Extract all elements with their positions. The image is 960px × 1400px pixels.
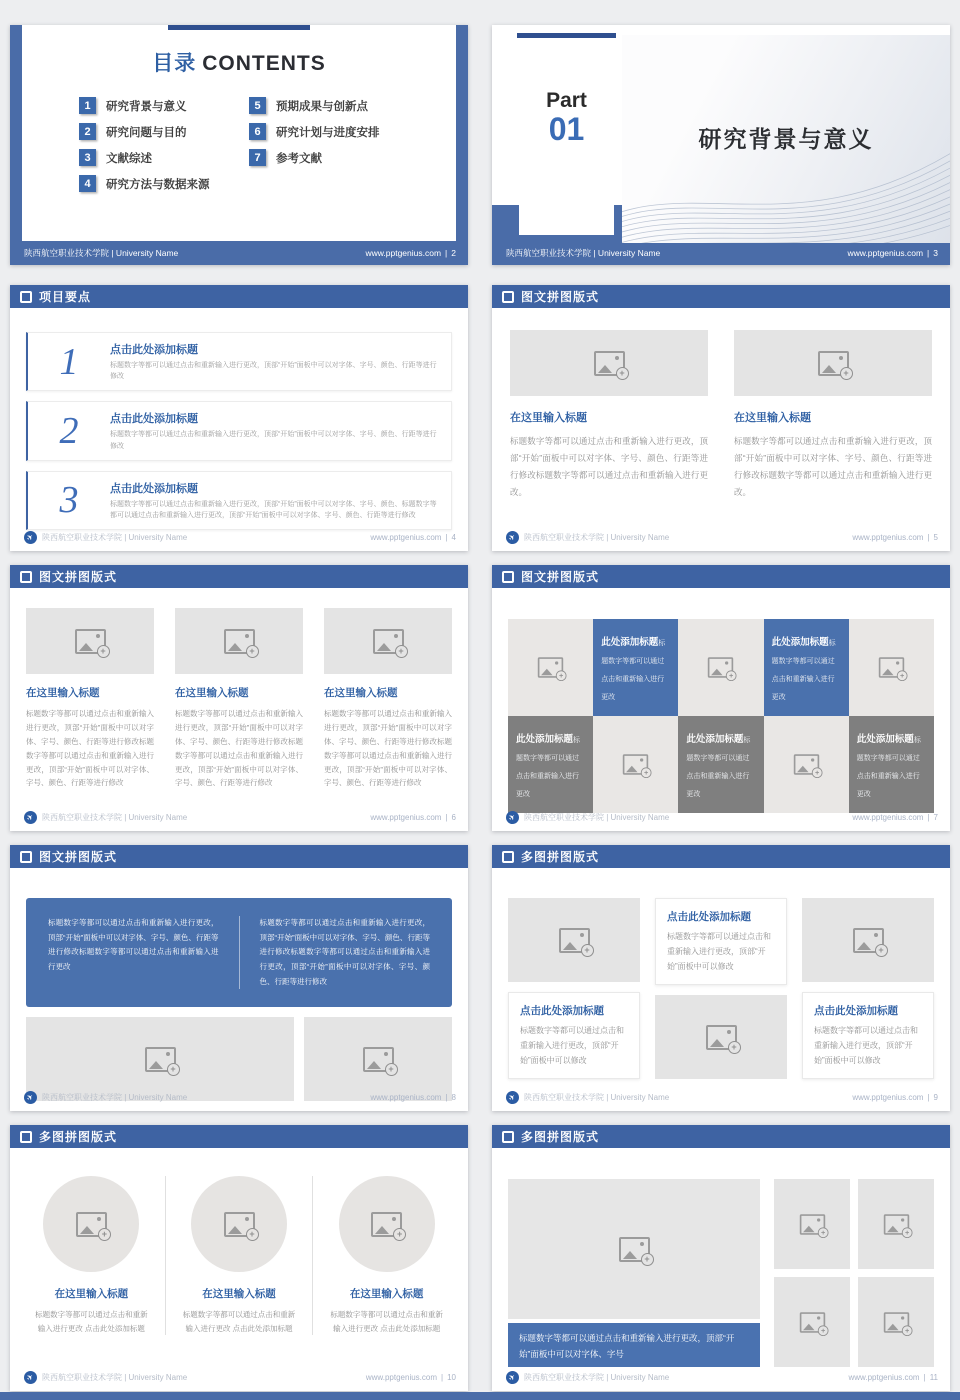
footer-org: 陕西航空职业技术学院 | University Name (524, 533, 670, 542)
slide-banner-images[interactable] (10, 845, 468, 1111)
slide-image-grid[interactable] (492, 1125, 950, 1391)
toc-item-7[interactable] (249, 149, 419, 166)
text-card[interactable] (802, 992, 934, 1079)
plus-icon: + (641, 767, 652, 778)
cell-body: 标题数字等都可以通过点击和重新输入进行更改 (771, 640, 836, 701)
column-body: 标题数字等都可以通过点击和重新输入进行更改 点击此处添加标题 (182, 1310, 296, 1333)
image-add-icon (818, 351, 849, 376)
square-bullet-icon (20, 291, 32, 303)
image-placeholder-large[interactable] (508, 1179, 760, 1319)
three-column-layout (492, 868, 950, 1079)
three-column-layout (10, 1148, 468, 1335)
image-placeholder[interactable] (175, 608, 303, 674)
plus-icon: + (897, 670, 908, 681)
footer-page-number: 7 (933, 813, 938, 822)
plus-icon: + (97, 645, 110, 658)
footer-site: www.pptgenius.com (370, 1093, 442, 1102)
item-body: 标题数字等都可以通过点击和重新输入进行更改，顶部“开始”面板中可以对字体、字号、颜色、行距等进行修改 (110, 362, 437, 381)
column-title: 在这里输入标题 (510, 412, 587, 424)
grid-layout (508, 1179, 934, 1367)
toc-item-label: 研究背景与意义 (106, 100, 187, 113)
slide-header (10, 845, 468, 868)
plus-icon: + (556, 670, 567, 681)
footer-divider: | (445, 533, 448, 542)
column-1 (508, 898, 640, 1079)
cell-title: 此处添加标题 (686, 734, 744, 745)
cell-title: 此处添加标题 (601, 637, 659, 648)
footer-site: www.pptgenius.com (365, 248, 442, 258)
slide-header (492, 845, 950, 868)
cell-title: 此处添加标题 (516, 734, 574, 745)
image-placeholder[interactable] (764, 716, 849, 813)
image-add-icon (799, 1312, 824, 1333)
banner-divider (239, 916, 240, 989)
footer-page-number: 10 (447, 1373, 456, 1382)
toc-columns (22, 97, 456, 192)
image-placeholder[interactable] (774, 1277, 850, 1367)
slide-two-images[interactable] (492, 285, 950, 551)
footer-site: www.pptgenius.com (370, 533, 442, 542)
image-add-icon (883, 1312, 908, 1333)
cell-body: 标题数字等都可以通过点击和重新输入进行更改 (601, 640, 666, 701)
text-card[interactable] (508, 992, 640, 1079)
image-placeholder[interactable] (304, 1017, 452, 1101)
part-label: Part (546, 89, 587, 113)
footer-site: www.pptgenius.com (365, 1373, 438, 1382)
footer-site: www.pptgenius.com (848, 1373, 920, 1382)
footer-divider: | (445, 248, 448, 258)
column-3 (802, 898, 934, 1079)
plus-icon: + (726, 670, 737, 681)
column-2 (734, 330, 932, 501)
footer-divider: | (927, 1093, 930, 1102)
three-column-layout (10, 588, 468, 790)
footer-org: 陕西航空职业技术学院 | University Name (506, 248, 661, 258)
slide-footer (506, 1371, 938, 1384)
toc-column-right (249, 97, 419, 192)
footer-org: 陕西航空职业技术学院 | University Name (524, 813, 670, 822)
plus-icon: + (167, 1063, 180, 1076)
column-1 (510, 330, 708, 501)
footer-divider: | (927, 533, 930, 542)
cell-body: 标题数字等都可以通过点击和重新输入进行更改 (686, 737, 751, 798)
image-add-icon (853, 928, 884, 953)
slide-footer (24, 1371, 456, 1384)
toc-item-label: 研究方法与数据来源 (106, 178, 210, 191)
column-body: 标题数字等都可以通过点击和重新输入进行更改 点击此处添加标题 (35, 1310, 148, 1333)
plus-icon: + (901, 1227, 912, 1238)
column-2 (175, 608, 303, 790)
image-placeholder[interactable] (802, 898, 934, 982)
two-column-layout (492, 308, 950, 501)
square-bullet-icon (502, 851, 514, 863)
image-placeholder[interactable] (324, 608, 452, 674)
paper-plane-icon: ✈ (24, 1091, 36, 1103)
image-placeholder[interactable] (593, 716, 678, 813)
footer-page-number: 3 (933, 248, 938, 258)
slide-header-title: 图文拼图版式 (521, 570, 600, 584)
card-title: 点击此处添加标题 (814, 1005, 898, 1017)
image-placeholder[interactable] (26, 1017, 294, 1101)
slide-header (10, 1125, 468, 1148)
slide-footer (24, 1091, 456, 1104)
slide-toc[interactable] (10, 25, 468, 265)
slide-header (492, 1125, 950, 1148)
column-3 (324, 608, 452, 790)
toc-item-3[interactable] (79, 149, 249, 166)
image-add-icon (799, 1214, 824, 1235)
column-1 (26, 608, 154, 790)
cover-image-area (622, 35, 950, 243)
column-title: 在这里输入标题 (202, 1288, 276, 1300)
slide-header (10, 565, 468, 588)
university-logo (24, 1371, 37, 1384)
plus-icon: + (728, 1041, 741, 1054)
slide-mosaic-grid[interactable] (492, 565, 950, 831)
wave-decoration (622, 99, 950, 243)
column-body: 标题数字等都可以通过点击和重新输入进行更改，顶部“开始”面板中可以对字体、字号、颜色、行距等进行修改标题数字等都可以通过点击和重新输入进行更改。 (510, 436, 708, 497)
small-image-grid (774, 1179, 934, 1367)
mosaic-grid (508, 619, 934, 813)
footer-site: www.pptgenius.com (852, 533, 924, 542)
column-body: 标题数字等都可以通过点击和重新输入进行更改，顶部“开始”面板中可以对字体、字号、颜色、行距等进行修改标题数字等都可以通过点击和重新输入进行更改，顶部“开始”面板中可以对字体、字号、颜色、行距等进行修改 (324, 709, 452, 788)
image-add-icon (883, 1214, 908, 1235)
item-title: 点击此处添加标题 (110, 482, 198, 495)
item-number: 1 (59, 340, 79, 383)
plus-icon: + (98, 1228, 111, 1241)
toc-item-number: 3 (79, 149, 96, 166)
mosaic-text-cell[interactable] (764, 619, 849, 716)
column-body: 标题数字等都可以通过点击和重新输入进行更改，顶部“开始”面板中可以对字体、字号、颜色、行距等进行修改标题数字等都可以通过点击和重新输入进行更改。 (734, 436, 932, 497)
toc-item-label: 文献综述 (106, 152, 152, 165)
column-title: 在这里输入标题 (175, 687, 249, 699)
image-placeholder[interactable] (339, 1176, 435, 1272)
footer-divider: | (927, 813, 930, 822)
toc-item-2[interactable] (79, 123, 249, 140)
footer-page-number: 5 (933, 533, 938, 542)
mosaic-text-cell[interactable] (678, 716, 763, 813)
university-logo (24, 531, 37, 544)
image-add-icon (708, 657, 733, 678)
university-logo (506, 1371, 519, 1384)
paper-plane-icon: ✈ (24, 531, 36, 543)
paper-plane-icon: ✈ (506, 811, 518, 823)
caption-bar: 标题数字等都可以通过点击和重新输入进行更改，顶部“开始”面板中可以对字体、字号 (508, 1323, 760, 1367)
image-placeholder[interactable] (678, 619, 763, 716)
footer-divider: | (923, 1373, 926, 1382)
cell-body: 标题数字等都可以通过点击和重新输入进行更改 (516, 737, 581, 798)
footer-site: www.pptgenius.com (370, 813, 442, 822)
banner-text-right: 标题数字等都可以通过点击和重新输入进行更改，顶部“开始”面板中可以对字体、字号、颜色、行距等进行修改标题数字等都可以通过点击和重新输入进行更改，顶部“开始”面板中可以对字体、字号、颜色、行距等进行修改 (259, 918, 430, 986)
footer-divider: | (927, 248, 930, 258)
image-placeholder[interactable] (43, 1176, 139, 1272)
image-add-icon (594, 351, 625, 376)
slide-header-title: 图文拼图版式 (521, 290, 600, 304)
image-add-icon (706, 1025, 737, 1050)
image-add-icon (76, 1212, 107, 1237)
image-add-icon (373, 629, 404, 654)
plus-icon: + (246, 645, 259, 658)
square-bullet-icon (20, 1131, 32, 1143)
image-placeholder[interactable] (734, 330, 932, 396)
paper-plane-icon: ✈ (24, 1371, 36, 1383)
image-add-icon (793, 754, 818, 775)
toc-item-number: 1 (79, 97, 96, 114)
footer-site: www.pptgenius.com (852, 1093, 924, 1102)
item-number: 3 (59, 479, 79, 522)
image-placeholder[interactable] (508, 619, 593, 716)
cell-body: 标题数字等都可以通过点击和重新输入进行更改 (856, 737, 921, 798)
paper-plane-icon: ✈ (506, 1091, 518, 1103)
footer-divider: | (445, 1093, 448, 1102)
plus-icon: + (901, 1325, 912, 1336)
toc-item-number: 6 (249, 123, 266, 140)
image-add-icon (619, 1237, 650, 1262)
square-bullet-icon (502, 571, 514, 583)
blue-text-banner[interactable] (26, 898, 452, 1007)
plus-icon: + (246, 1228, 259, 1241)
slide-footer (506, 811, 938, 824)
slide-footer (506, 1091, 938, 1104)
image-add-icon (879, 657, 904, 678)
slide-header-title: 多图拼图版式 (521, 1130, 600, 1144)
toc-item-label: 研究计划与进度安排 (276, 126, 380, 139)
footer-org: 陕西航空职业技术学院 | University Name (524, 1373, 670, 1382)
toc-item-label: 预期成果与创新点 (276, 100, 368, 113)
plus-icon: + (840, 367, 853, 380)
footer-org: 陕西航空职业技术学院 | University Name (42, 1373, 188, 1382)
cropped-next-row-strip (0, 1392, 960, 1400)
toc-item-number: 2 (79, 123, 96, 140)
slide-footer (24, 811, 456, 824)
slide-header-title: 图文拼图版式 (39, 570, 118, 584)
image-add-icon (559, 928, 590, 953)
cell-title: 此处添加标题 (856, 734, 914, 745)
part-number-panel (519, 38, 614, 235)
column-3 (312, 1176, 460, 1335)
footer-page-number: 2 (451, 248, 456, 258)
slide-footer (24, 531, 456, 544)
section-title: 研究背景与意义 (698, 126, 874, 152)
column-2 (655, 898, 787, 1079)
top-accent-bar (517, 33, 616, 38)
footer-org: 陕西航空职业技术学院 | University Name (24, 248, 179, 258)
key-point-item-1[interactable] (26, 332, 452, 391)
column-title: 在这里输入标题 (26, 687, 100, 699)
item-body: 标题数字等都可以通过点击和重新输入进行更改，顶部“开始”面板中可以对字体、字号、颜色、行距等进行修改 (110, 431, 437, 450)
paper-plane-icon: ✈ (506, 1371, 518, 1383)
slide-header (10, 285, 468, 308)
footer-page-number: 4 (451, 533, 456, 542)
image-placeholder[interactable] (510, 330, 708, 396)
slide-header-title: 多图拼图版式 (39, 1130, 118, 1144)
footer-page-number: 9 (933, 1093, 938, 1102)
image-add-icon (75, 629, 106, 654)
footer-page-number: 6 (451, 813, 456, 822)
toc-item-6[interactable] (249, 123, 419, 140)
footer-site: www.pptgenius.com (852, 813, 924, 822)
plus-icon: + (812, 767, 823, 778)
plus-icon: + (395, 645, 408, 658)
plus-icon: + (393, 1228, 406, 1241)
item-number: 2 (59, 410, 79, 453)
card-body: 标题数字等都可以通过点击和重新输入进行更改，顶部“开始”面板中可以修改 (520, 1026, 624, 1065)
slide-footer (24, 246, 456, 260)
plus-icon: + (817, 1227, 828, 1238)
card-title: 点击此处添加标题 (667, 911, 751, 923)
toc-item-1[interactable] (79, 97, 249, 114)
footer-org: 陕西航空职业技术学院 | University Name (524, 1093, 670, 1102)
mosaic-text-cell[interactable] (849, 716, 934, 813)
card-title: 点击此处添加标题 (520, 1005, 604, 1017)
key-point-item-3[interactable] (26, 471, 452, 530)
square-bullet-icon (20, 571, 32, 583)
plus-icon: + (641, 1253, 654, 1266)
square-bullet-icon (20, 851, 32, 863)
image-placeholder[interactable] (26, 608, 154, 674)
cell-title: 此处添加标题 (771, 637, 829, 648)
slide-section-cover[interactable] (492, 25, 950, 265)
university-logo (24, 811, 37, 824)
toc-item-5[interactable] (249, 97, 419, 114)
slide-footer (506, 246, 938, 260)
slide-header (492, 285, 950, 308)
image-add-icon (145, 1047, 176, 1072)
footer-org: 陕西航空职业技术学院 | University Name (42, 1093, 188, 1102)
slide-three-images[interactable] (10, 565, 468, 831)
top-accent-bar (168, 25, 310, 30)
footer-org: 陕西航空职业技术学院 | University Name (42, 533, 188, 542)
toc-content-panel (22, 25, 456, 241)
toc-column-left (79, 97, 249, 192)
footer-divider: | (445, 813, 448, 822)
footer-divider: | (441, 1373, 444, 1382)
column-1 (18, 1176, 165, 1335)
banner-text-left: 标题数字等都可以通过点击和重新输入进行更改，顶部“开始”面板中可以对字体、字号、颜色、行距等进行修改标题数字等都可以通过点击和重新输入进行更改 (48, 918, 219, 971)
paper-plane-icon: ✈ (24, 811, 36, 823)
image-placeholder[interactable] (858, 1277, 934, 1367)
toc-item-label: 研究问题与目的 (106, 126, 187, 139)
column-body: 标题数字等都可以通过点击和重新输入进行更改，顶部“开始”面板中可以对字体、字号、颜色、行距等进行修改标题数字等都可以通过点击和重新输入进行更改，顶部“开始”面板中可以对字体、字号、颜色、行距等进行修改 (26, 709, 154, 788)
column-title: 在这里输入标题 (324, 687, 398, 699)
slide-header-title: 多图拼图版式 (521, 850, 600, 864)
item-title: 点击此处添加标题 (110, 344, 198, 356)
plus-icon: + (616, 367, 629, 380)
item-body: 标题数字等都可以通过点击和重新输入进行更改，顶部“开始”面板中可以对字体、字号、颜色、标题数字等都可以通过点击和重新输入进行更改，顶部“开始”面板中可以对字体、字号、颜色、行距等进行修改 (110, 500, 437, 519)
card-body: 标题数字等都可以通过点击和重新输入进行更改，顶部“开始”面板中可以修改 (667, 932, 771, 971)
image-placeholder[interactable] (655, 995, 787, 1079)
slide-key-points[interactable] (10, 285, 468, 551)
slide-alternating-cards[interactable] (492, 845, 950, 1111)
column-title: 在这里输入标题 (349, 1288, 424, 1300)
image-placeholder[interactable] (858, 1179, 934, 1269)
column-body: 标题数字等都可以通过点击和重新输入进行更改 点击此处添加标题 (330, 1310, 443, 1333)
slide-footer (506, 531, 938, 544)
square-bullet-icon (502, 291, 514, 303)
column-2 (165, 1176, 313, 1335)
item-title: 点击此处添加标题 (110, 413, 198, 426)
footer-org: 陕西航空职业技术学院 | University Name (42, 813, 188, 822)
plus-icon: + (875, 944, 888, 957)
key-point-item-2[interactable] (26, 401, 452, 460)
text-card[interactable] (655, 898, 787, 985)
image-row (26, 1017, 452, 1101)
image-add-icon (623, 754, 648, 775)
toc-title (22, 47, 456, 77)
image-placeholder[interactable] (849, 619, 934, 716)
mosaic-text-cell[interactable] (508, 716, 593, 813)
slide-header-title: 项目要点 (39, 290, 92, 304)
paper-plane-icon: ✈ (506, 531, 518, 543)
toc-title-en: CONTENTS (202, 52, 326, 75)
image-add-icon (363, 1047, 394, 1072)
square-bullet-icon (502, 1131, 514, 1143)
image-placeholder[interactable] (191, 1176, 287, 1272)
plus-icon: + (385, 1063, 398, 1076)
footer-page-number: 11 (929, 1373, 938, 1382)
image-placeholder[interactable] (774, 1179, 850, 1269)
toc-item-label: 参考文献 (276, 152, 322, 165)
slide-header (492, 565, 950, 588)
toc-item-number: 7 (249, 149, 266, 166)
image-add-icon (224, 629, 255, 654)
column-title: 在这里输入标题 (54, 1288, 129, 1300)
card-body: 标题数字等都可以通过点击和重新输入进行更改，顶部“开始”面板中可以修改 (814, 1026, 918, 1065)
plus-icon: + (581, 944, 594, 957)
toc-title-zh: 目录 (152, 52, 197, 75)
plus-icon: + (817, 1325, 828, 1336)
column-title: 在这里输入标题 (734, 412, 811, 424)
image-placeholder[interactable] (508, 898, 640, 982)
slide-header-title: 图文拼图版式 (39, 850, 118, 864)
image-add-icon (538, 657, 563, 678)
university-logo (506, 531, 519, 544)
mosaic-text-cell[interactable] (593, 619, 678, 716)
toc-item-4[interactable] (79, 175, 249, 192)
column-body: 标题数字等都可以通过点击和重新输入进行更改，顶部“开始”面板中可以对字体、字号、颜色、行距等进行修改标题数字等都可以通过点击和重新输入进行更改，顶部“开始”面板中可以对字体、字号、颜色、行距等进行修改 (175, 709, 303, 788)
part-number: 01 (548, 111, 585, 148)
footer-page-number: 8 (451, 1093, 456, 1102)
image-add-icon (371, 1212, 402, 1237)
image-add-icon (224, 1212, 255, 1237)
university-logo (506, 1091, 519, 1104)
toc-item-number: 4 (79, 175, 96, 192)
university-logo (24, 1091, 37, 1104)
university-logo (506, 811, 519, 824)
slide-circle-images[interactable] (10, 1125, 468, 1391)
toc-item-number: 5 (249, 97, 266, 114)
footer-site: www.pptgenius.com (847, 248, 924, 258)
